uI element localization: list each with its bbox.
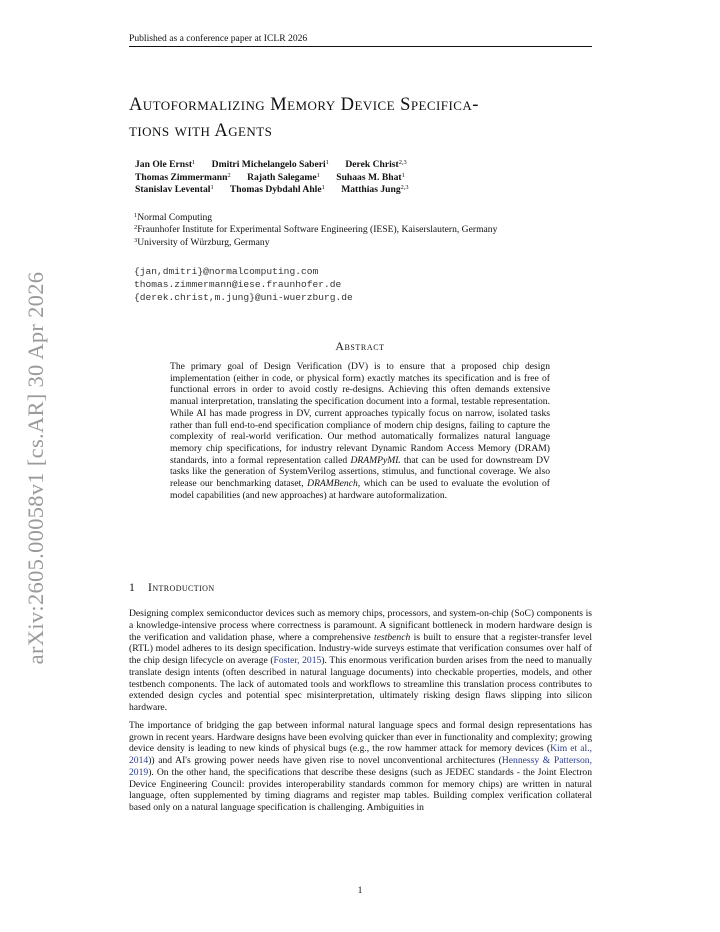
author: Dmitri Michelangelo Saberi$^1$ [211, 159, 329, 170]
arxiv-identifier: arXiv:2605.00058v1 [cs.AR] 30 Apr 2026 [23, 271, 48, 665]
section-title: Introduction [148, 580, 215, 594]
introduction-body [129, 608, 592, 820]
affiliation: $^1$Normal Computing [134, 212, 213, 223]
paper-title [129, 92, 609, 144]
section-number: 1 [129, 580, 136, 594]
email-list [134, 265, 604, 305]
citation-link[interactable]: Foster, 2015 [273, 655, 322, 666]
page-number: 1 [357, 885, 363, 896]
affiliation: $^3$University of Würzburg, Germany [134, 236, 270, 248]
abstract-body: The primary goal of Design Verification (DV) is to ensure that a proposed chip design implementation (either in code, or physical form) exactly matches its specification and is free of functional errors in order to avoid costly re-designs. Achieving this often demands extensive manual interpretation, translating the specification document into a formal, testable representation. While AI has made progress in DV, current approaches typically focus on narrow, isolated tasks rather than full end-to-end specification compliance of modern chip designs, failing to capture the complexity of real-world verification. Our method automatically formalizes natural language memory chip specifications, for industry relevant Dynamic Random Access Memory (DRAM) standards, into a formal representation called DRAMPyML that can be used for downstream DV tasks like the generation of SystemVerilog assertions, stimulus, and functional coverage. We also release our benchmarking dataset, DRAMBench, which can be used to evaluate the evolution of model capabilities (and new approaches) at hardware autoformalization. [170, 361, 550, 501]
author-row [135, 159, 605, 172]
author: Thomas Zimmermann$^2$ [135, 171, 231, 183]
arxiv-side-stamp [24, 258, 48, 678]
author: Rajath Salegame$^1$ [247, 171, 320, 183]
affiliation: $^2$Fraunhofer Institute for Experimental Software Engineering (IESE), Kaiserslautern, Germany [134, 224, 498, 236]
title-line-1: Autoformalizing Memory Device Specifica- [129, 95, 479, 115]
title-line-2: tions with Agents [129, 121, 273, 141]
email: {jan,dmitri}@normalcomputing.com [134, 266, 319, 277]
abstract-heading: Abstract [335, 339, 385, 353]
author: Derek Christ$^{2,3}$ [345, 159, 407, 170]
affiliation-list [134, 212, 604, 249]
author-row [135, 184, 605, 197]
author: Jan Ole Ernst$^1$ [135, 159, 196, 170]
drambench-term: DRAMBench [307, 478, 358, 490]
author: Thomas Dybdahl Ahle$^1$ [229, 184, 325, 196]
conference-header: Published as a conference paper at ICLR 2026 [129, 33, 592, 47]
drampyml-term: DRAMPyML [350, 454, 401, 466]
citation-link[interactable]: Kim et al., 2014 [129, 743, 592, 766]
paragraph: The importance of bridging the gap between informal natural language specs and formal design representations has grown in recent years. Hardware designs have been evolving quicker than ever in functionality and complexity; growing device density is leading to new kinds of physical bugs (e.g., the row hammer attack for memory devices (Kim et al., 2014)) and AI's growing power needs have given rise to novel unconventional architectures (Hennessy & Patterson, 2019). On the other hand, the specifications that describe these designs (such as JEDEC standards - the Joint Electron Device Engineering Council: provides interoperability standards common for memory chips) are written in natural language, often supplemented by timing diagrams and register map tables. Building complex verification collateral based only on a natural language specification is challenging. Ambiguities in [129, 719, 593, 813]
citation-link[interactable]: Hennessy & Patterson, 2019 [129, 755, 593, 778]
email: thomas.zimmermann@iese.fraunhofer.de [134, 279, 342, 291]
paragraph: Designing complex semiconductor devices such as memory chips, processors, and system-on-chip (SoC) components is a knowledge-intensive process where correctness is paramount. A significant bottleneck in modern hardware design is the verification and validation phase, where a comprehensive testbench is built to ensure that a register-transfer level (RTL) model adheres to its design specification. Industry-wide surveys estimate that verification consumes over half of the chip design lifecycle on average (Foster, 2015). This enormous verification burden arises from the need to manually translate design intents (often described in natural language documents) into checkable properties, models, and other testbench components. The lack of automated tools and workflows to streamline this translation process contributes to extended design cycles and potential spec misinterpretation, ultimately risking design flaws slipping into silicon hardware. [129, 608, 592, 713]
section-heading [129, 580, 592, 595]
author: Stanislav Levental$^1$ [135, 184, 214, 196]
author-list [135, 159, 605, 197]
author-row [135, 172, 605, 185]
author: Matthias Jung$^{2,3}$ [341, 184, 409, 196]
author: Suhaas M. Bhat$^1$ [336, 171, 405, 183]
email: {derek.christ,m.jung}@uni-wuerzburg.de [134, 292, 353, 304]
